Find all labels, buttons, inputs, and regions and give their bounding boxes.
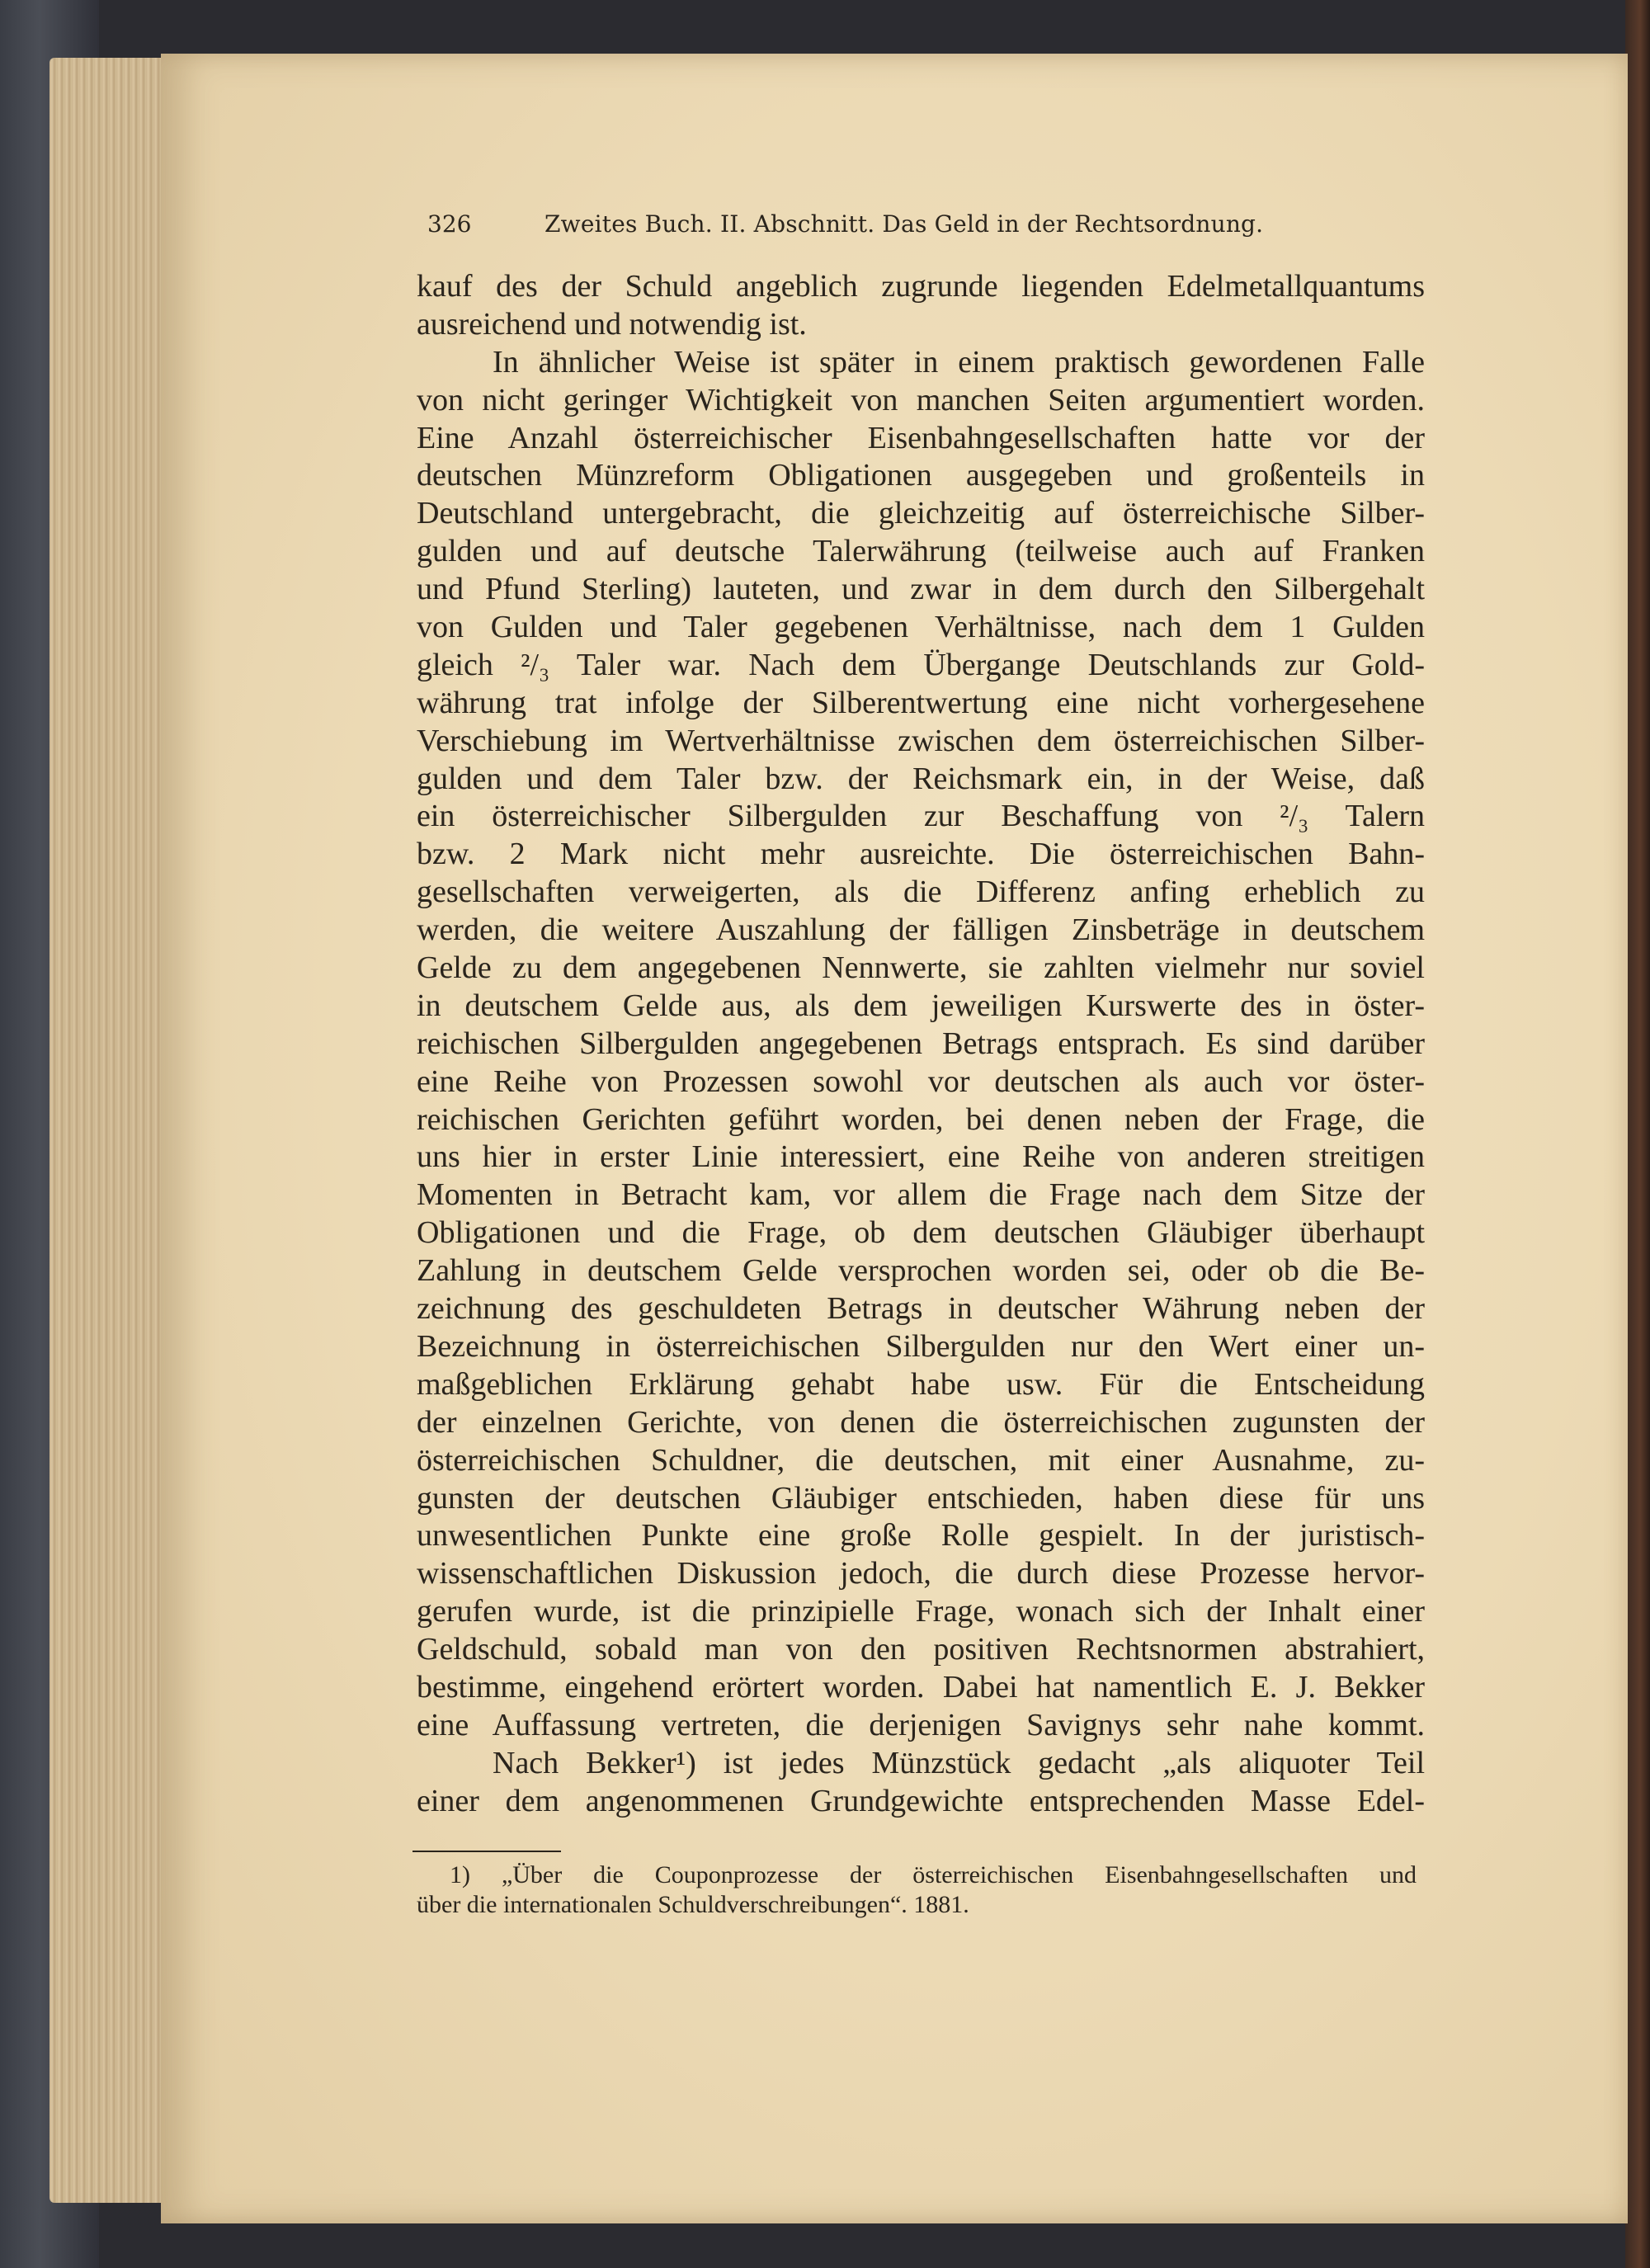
text-line: einer dem angenommenen Grundgewichte entsprechenden Masse Edel- (417, 1783, 1425, 1818)
text-line: Deutschland untergebracht, die gleichzeitig auf österreichische Silber- (417, 496, 1425, 531)
text-line: der einzelnen Gerichte, von denen die österreichischen zugunsten der (417, 1404, 1425, 1440)
page-number: 326 (427, 210, 472, 238)
body-text (417, 268, 1425, 1821)
text-line: Geldschuld, sobald man von den positiven Rechtsnormen abstrahiert, (417, 1632, 1425, 1667)
footnote-line: über die internationalen Schuldverschreibungen“. 1881. (417, 1891, 969, 1918)
text-line: gesellschaften verweigerten, als die Differenz anfing erheblich zu (417, 875, 1425, 910)
text-line: uns hier in erster Linie interessiert, eine Reihe von anderen streitigen (417, 1139, 1425, 1175)
text-line: maßgeblichen Erklärung gehabt habe usw. Für die Entscheidung (417, 1366, 1425, 1402)
text-line: und Pfund Sterling) lauteten, und zwar in dem durch den Silbergehalt (417, 572, 1425, 607)
book-cover-right (1625, 0, 1650, 2268)
text-line: reichischen Silbergulden angegebenen Betrags entsprach. Es sind darüber (417, 1026, 1425, 1061)
text-line: ausreichend und notwendig ist. (417, 306, 807, 342)
text-line: In ähnlicher Weise ist später in einem praktisch gewordenen Falle (493, 344, 1425, 380)
text-line: gleich ²/₃ Taler war. Nach dem Übergange Deutschlands zur Gold- (417, 647, 1425, 682)
text-line: Obligationen und die Frage, ob dem deutschen Gläubiger überhaupt (417, 1215, 1425, 1251)
text-line: Gelde zu dem angegebenen Nennwerte, sie zahlten vielmehr nur soviel (417, 950, 1425, 986)
text-line: von nicht geringer Wichtigkeit von manchen Seiten argumentiert worden. (417, 382, 1425, 417)
running-title: Zweites Buch. II. Abschnitt. Das Geld in der Rechtsordnung. (544, 210, 1264, 238)
footnote-line: 1) „Über die Couponprozesse der österreichischen Eisenbahngesellschaften und (450, 1861, 1417, 1888)
text-line: währung trat infolge der Silberentwertung eine nicht vorhergesehene (417, 685, 1425, 720)
text-line: zeichnung des geschuldeten Betrags in deutscher Währung neben der (417, 1291, 1425, 1327)
text-line: Nach Bekker¹) ist jedes Münzstück gedacht „als aliquoter Teil (493, 1745, 1425, 1780)
text-line: unwesentlichen Punkte eine große Rolle gespielt. In der juristisch- (417, 1518, 1425, 1554)
text-line: Momenten in Betracht kam, vor allem die Frage nach dem Sitze der (417, 1177, 1425, 1213)
text-line: kauf des der Schuld angeblich zugrunde liegenden Edelmetallquantums (417, 269, 1425, 304)
text-line: ein österreichischer Silbergulden zur Beschaffung von ²/₃ Talern (417, 799, 1425, 834)
text-line: gerufen wurde, ist die prinzipielle Frage, wonach sich der Inhalt einer (417, 1594, 1425, 1629)
text-line: deutschen Münzreform Obligationen ausgegeben und großenteils in (417, 458, 1425, 493)
text-line: gulden und auf deutsche Talerwährung (teilweise auch auf Franken (417, 534, 1425, 569)
text-line: von Gulden und Taler gegebenen Verhältnisse, nach dem 1 Gulden (417, 610, 1425, 645)
text-line: Verschiebung im Wertverhältnisse zwischen dem österreichischen Silber- (417, 723, 1425, 758)
footnote-rule (412, 1851, 561, 1852)
text-line: bzw. 2 Mark nicht mehr ausreichte. Die österreichischen Bahn- (417, 837, 1425, 872)
running-header (427, 210, 1386, 243)
text-line: wissenschaftlichen Diskussion jedoch, die durch diese Prozesse hervor- (417, 1556, 1425, 1591)
text-line: österreichischen Schuldner, die deutschen, mit einer Ausnahme, zu- (417, 1442, 1425, 1478)
text-line: eine Auffassung vertreten, die derjenigen Savignys sehr nahe kommt. (417, 1707, 1425, 1742)
text-line: reichischen Gerichten geführt worden, bei denen neben der Frage, die (417, 1101, 1425, 1137)
text-line: in deutschem Gelde aus, als dem jeweiligen Kurswerte des in öster- (417, 988, 1425, 1023)
footnote (417, 1860, 1417, 1920)
text-line: eine Reihe von Prozessen sowohl vor deutschen als auch vor öster- (417, 1063, 1425, 1099)
text-line: bestimme, eingehend erörtert worden. Dabei hat namentlich E. J. Bekker (417, 1669, 1425, 1705)
text-line: gulden und dem Taler bzw. der Reichsmark ein, in der Weise, daß (417, 761, 1425, 796)
text-line: gunsten der deutschen Gläubiger entschieden, haben diese für uns (417, 1480, 1425, 1516)
text-line: Bezeichnung in österreichischen Silbergulden nur den Wert einer un- (417, 1328, 1425, 1364)
text-line: werden, die weitere Auszahlung der fälligen Zinsbeträge in deutschem (417, 912, 1425, 948)
text-line: Zahlung in deutschem Gelde versprochen worden sei, oder ob die Be- (417, 1253, 1425, 1289)
text-line: Eine Anzahl österreichischer Eisenbahngesellschaften hatte vor der (417, 420, 1425, 455)
